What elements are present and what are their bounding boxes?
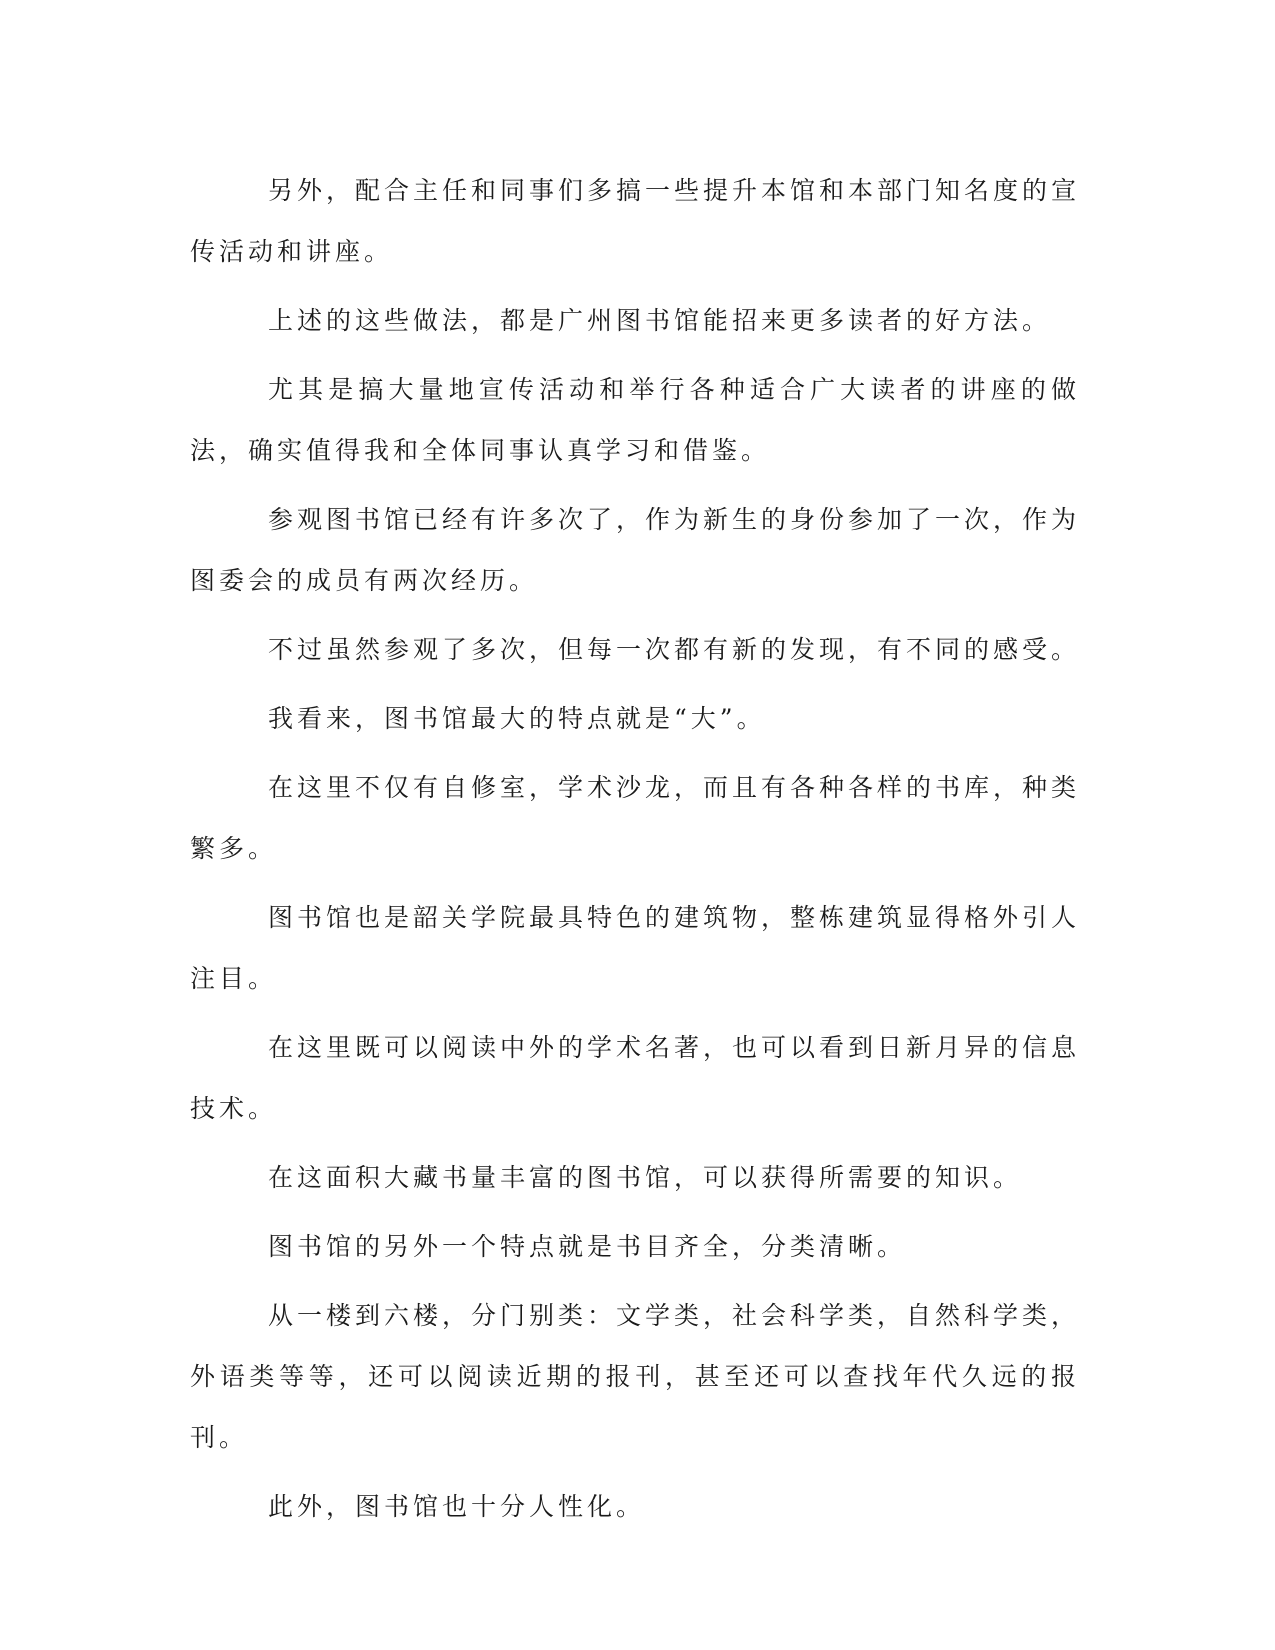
paragraph: 在这里既可以阅读中外的学术名著，也可以看到日新月异的信息技术。 [190,1033,1081,1123]
paragraph: 图书馆的另外一个特点就是书目齐全，分类清晰。 [268,1232,907,1261]
paragraph: 图书馆也是韶关学院最具特色的建筑物，整栋建筑显得格外引人注目。 [190,903,1081,993]
paragraph: 上述的这些做法，都是广州图书馆能招来更多读者的好方法。 [268,306,1052,335]
paragraph: 另外，配合主任和同事们多搞一些提升本馆和本部门知名度的宣传活动和讲座。 [190,176,1081,266]
paragraph: 从一楼到六楼，分门别类：文学类，社会科学类，自然科学类，外语类等等，还可以阅读近期的报刊，甚至还可以查找年代久远的报刊。 [190,1301,1081,1452]
paragraph: 参观图书馆已经有许多次了，作为新生的身份参加了一次，作为图委会的成员有两次经历。 [190,505,1081,595]
paragraph: 不过虽然参观了多次，但每一次都有新的发现，有不同的感受。 [268,635,1081,664]
paragraph: 在这里不仅有自修室，学术沙龙，而且有各种各样的书库，种类繁多。 [190,773,1081,863]
paragraph: 此外，图书馆也十分人性化。 [268,1492,646,1521]
paragraph: 尤其是搞大量地宣传活动和举行各种适合广大读者的讲座的做法，确实值得我和全体同事认真学习和借鉴。 [190,375,1080,465]
paragraph: 在这面积大藏书量丰富的图书馆，可以获得所需要的知识。 [268,1163,1023,1192]
paragraph: 我看来，图书馆最大的特点就是“大”。 [268,704,766,733]
document-body [190,160,1080,1545]
